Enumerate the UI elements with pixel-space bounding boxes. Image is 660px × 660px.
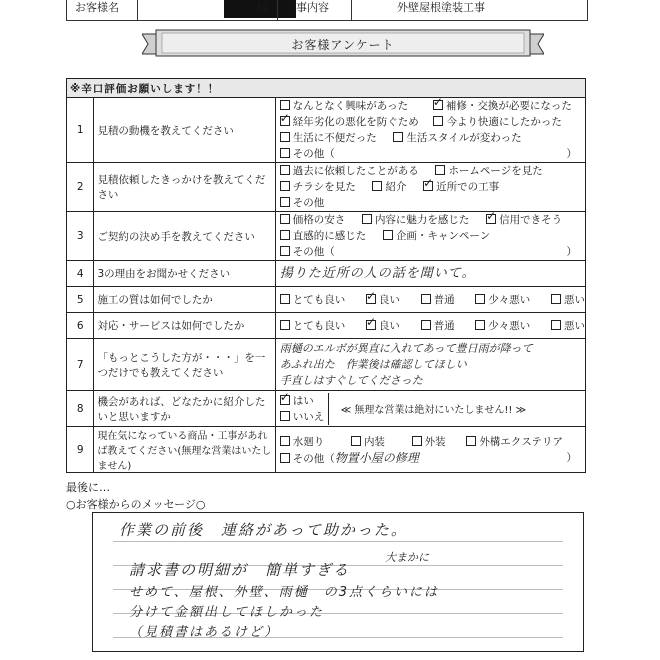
checkbox-checked[interactable] <box>366 320 376 330</box>
message-box <box>92 512 584 652</box>
message-line: 分けて金額出してほしかった <box>129 605 325 620</box>
option-label: 近所での工事 <box>436 181 500 193</box>
paren-close: ） <box>566 451 577 464</box>
paren-close: ） <box>566 148 577 160</box>
honorific: 様 <box>257 1 268 14</box>
message-line: 作業の前後 連絡があって助かった。 <box>119 521 408 539</box>
checkbox[interactable] <box>435 165 445 175</box>
option-label: 悪い <box>564 293 585 306</box>
section-header-row <box>67 79 586 98</box>
option-label: 外構エクステリア <box>479 435 563 448</box>
work-label: 工事内容 <box>285 1 329 14</box>
checkbox[interactable] <box>280 411 290 421</box>
question-number: 5 <box>67 287 94 313</box>
handwritten-answer: 手直しはすぐしてくださった <box>279 373 423 387</box>
question-number: 4 <box>67 261 94 287</box>
checkbox-checked[interactable] <box>486 214 496 224</box>
question-3-options <box>275 212 585 261</box>
question-number: 9 <box>67 427 94 473</box>
customer-name-label: お客様名 <box>75 1 119 14</box>
option-label: その他 <box>292 197 325 209</box>
option-label: 悪い <box>564 319 585 332</box>
option-label: 普通 <box>433 319 455 332</box>
option-label: いいえ <box>292 410 325 423</box>
last-label: 最後に… <box>66 481 110 494</box>
checkbox[interactable] <box>421 320 431 330</box>
question-number: 6 <box>67 313 94 339</box>
checkbox[interactable] <box>280 214 290 224</box>
option-label: 企画・キャンペーン <box>395 230 491 242</box>
checkbox[interactable] <box>280 294 290 304</box>
no-hard-sell-notice: ≪ 無理な営業は絶対にいたしません!! ≫ <box>340 405 527 416</box>
checkbox[interactable] <box>280 230 290 240</box>
question-text: 現在気になっている商品・工事があれば教えてください(無理な営業はいたしません) <box>94 427 275 473</box>
checkbox[interactable] <box>383 230 393 240</box>
question-7-answer <box>275 339 585 391</box>
question-text: 見積の動機を教えてください <box>94 98 275 163</box>
question-6-options <box>275 313 585 339</box>
handwritten-other: 物置小屋の修理 <box>334 450 419 465</box>
option-label: 今より快適にしたかった <box>446 116 562 128</box>
option-label: 少々悪い <box>488 319 531 332</box>
survey-table <box>66 78 586 473</box>
question-text: 3の理由をお聞かせください <box>94 261 275 287</box>
checkbox[interactable] <box>280 453 290 463</box>
checkbox[interactable] <box>280 246 290 256</box>
checkbox[interactable] <box>280 132 290 142</box>
question-4-answer <box>275 261 585 287</box>
option-label: チラシを見た <box>292 181 356 193</box>
question-5-options <box>275 287 585 313</box>
question-text: 見積依頼したきっかけを教えてください <box>94 163 275 212</box>
checkbox[interactable] <box>280 181 290 191</box>
question-row-5 <box>67 287 586 313</box>
message-header: ○お客様からのメッセージ○ <box>66 498 206 511</box>
option-label: 紹介 <box>385 181 407 193</box>
section-header: ※辛口評価お願いします！！ <box>67 79 586 98</box>
question-1-options <box>275 98 585 163</box>
option-label: 信用できそう <box>499 214 563 226</box>
option-label: 内装 <box>363 435 385 448</box>
option-label: 過去に依頼したことがある <box>292 165 419 177</box>
option-label: 経年劣化の悪化を防ぐため <box>292 116 419 128</box>
checkbox-checked[interactable] <box>280 395 290 405</box>
message-line: 請求書の明細が 簡単すぎる <box>129 561 351 579</box>
option-label: とても良い <box>292 293 346 306</box>
checkbox[interactable] <box>280 197 290 207</box>
option-label: 普通 <box>433 293 455 306</box>
option-label: 水廻り <box>292 435 325 448</box>
customer-header <box>66 0 588 21</box>
option-label: その他（ <box>292 148 335 160</box>
checkbox[interactable] <box>393 132 403 142</box>
question-row-6 <box>67 313 586 339</box>
work-value: 外壁屋根塗装工事 <box>397 1 485 14</box>
message-note: 大まかに <box>385 551 429 564</box>
checkbox-checked[interactable] <box>423 181 433 191</box>
checkbox[interactable] <box>280 320 290 330</box>
question-row-1 <box>67 98 586 163</box>
message-line: せめて、屋根、外壁、雨樋 の3点くらいには <box>129 585 440 600</box>
question-number: 7 <box>67 339 94 391</box>
question-text: ご契約の決め手を教えてください <box>94 212 275 261</box>
checkbox[interactable] <box>351 436 361 446</box>
question-row-3 <box>67 212 586 261</box>
checkbox[interactable] <box>412 436 422 446</box>
question-row-4 <box>67 261 586 287</box>
question-number: 8 <box>67 391 94 427</box>
handwritten-answer: 雨樋のエルボが異直に入れてあって豊日雨が降って <box>279 341 533 355</box>
option-label: とても良い <box>292 319 346 332</box>
option-label: ホームページを見た <box>448 165 543 177</box>
option-label: 外装 <box>424 435 446 448</box>
checkbox-checked[interactable] <box>366 294 376 304</box>
option-label: その他（ <box>292 246 335 258</box>
question-row-7 <box>67 339 586 391</box>
question-8-options <box>275 391 585 427</box>
option-label: 少々悪い <box>488 293 531 306</box>
option-label: 補修・交換が必要になった <box>445 100 572 112</box>
question-text: 対応・サービスは如何でしたか <box>94 313 275 339</box>
option-label: 内容に魅力を感じた <box>374 214 470 226</box>
question-9-options <box>275 427 585 473</box>
question-row-2 <box>67 163 586 212</box>
checkbox[interactable] <box>475 320 485 330</box>
question-text: 機会があれば、どなたかに紹介したいと思いますか <box>94 391 275 427</box>
question-row-9 <box>67 427 586 473</box>
handwritten-answer: あふれ出た 作業後は確認してほしい <box>279 357 467 371</box>
checkbox[interactable] <box>551 294 561 304</box>
message-line: （見積書はあるけど） <box>129 625 280 640</box>
checkbox[interactable] <box>475 294 485 304</box>
question-text: 「もっとこうした方が・・・」を一つだけでも教えてください <box>94 339 275 391</box>
question-number: 1 <box>67 98 94 163</box>
option-label: 良い <box>378 319 400 332</box>
question-number: 3 <box>67 212 94 261</box>
page-title: お客様アンケート <box>291 38 395 52</box>
option-label: 生活スタイルが変わった <box>406 132 522 144</box>
option-label: その他（ <box>292 452 335 465</box>
handwritten-answer: 揚りた近所の人の話を聞いて。 <box>279 265 476 281</box>
checkbox[interactable] <box>280 148 290 158</box>
question-2-options <box>275 163 585 212</box>
question-text: 施工の質は如何でしたか <box>94 287 275 313</box>
checkbox[interactable] <box>362 214 372 224</box>
checkbox-checked[interactable] <box>280 116 290 126</box>
checkbox[interactable] <box>280 100 290 110</box>
checkbox-checked[interactable] <box>433 100 443 110</box>
option-label: 生活に不便だった <box>292 132 377 144</box>
checkbox[interactable] <box>280 436 290 446</box>
checkbox[interactable] <box>280 165 290 175</box>
checkbox[interactable] <box>551 320 561 330</box>
checkbox[interactable] <box>421 294 431 304</box>
option-label: 直感的に感じた <box>292 230 367 242</box>
checkbox[interactable] <box>466 436 476 446</box>
option-label: なんとなく興味があった <box>292 100 409 112</box>
option-label: 良い <box>378 293 400 306</box>
checkbox[interactable] <box>433 116 443 126</box>
question-number: 2 <box>67 163 94 212</box>
checkbox[interactable] <box>372 181 382 191</box>
paren-close: ） <box>566 246 577 258</box>
question-row-8 <box>67 391 586 427</box>
option-label: はい <box>292 394 314 407</box>
option-label: 価格の安さ <box>292 214 346 226</box>
